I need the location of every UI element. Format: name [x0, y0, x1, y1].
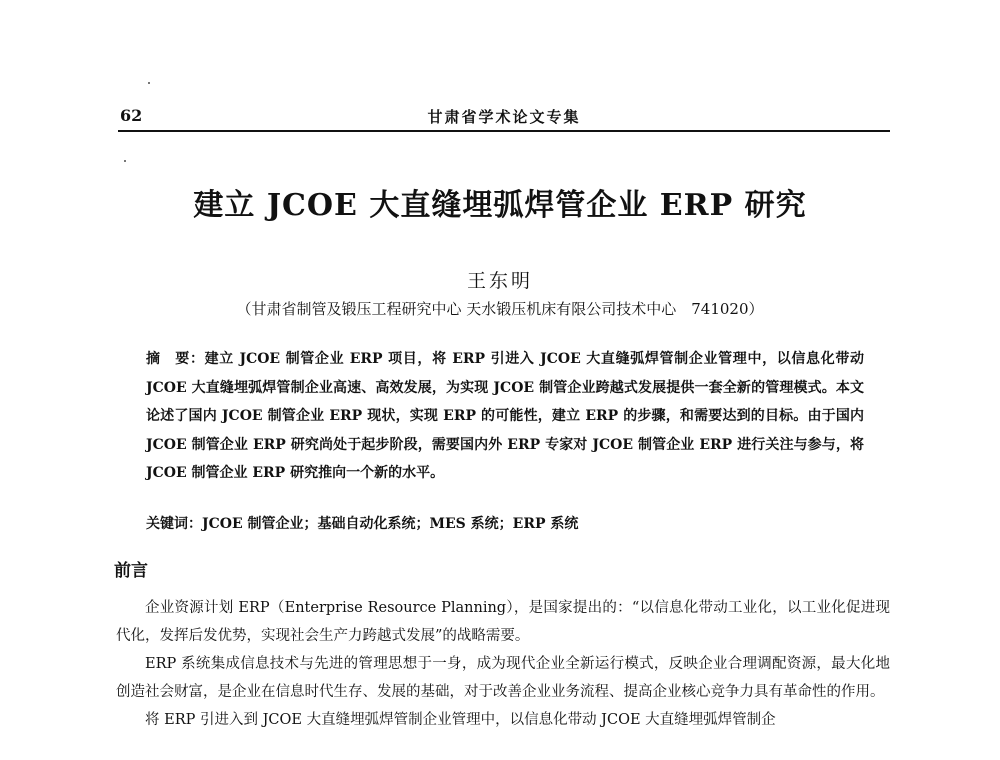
scan-dot [124, 160, 126, 162]
paragraph: 企业资源计划 ERP（Enterprise Resource Planning），是国家提出的：“以信息化带动工业化，以工业化促进现代化，发挥后发优势，实现社会生产力跨越式发展”的战略需要。 [116, 600, 890, 644]
page-number: 62 [120, 106, 143, 125]
abstract-text: 建立 JCOE 制管企业 ERP 项目，将 ERP 引进入 JCOE 大直缝弧焊管制企业管理中，以信息化带动 JCOE 大直缝埋弧焊管制企业高速、高效发展，为实现 JCOE 制管企业跨越式发展提供一套全新的管理模式。本文论述了国内 JCOE 制管企业 ERP 现状，实现 ERP 的可能性，建立 ERP 的步骤，和需要达到的目标。由于国内 JCOE 制管企业 ERP 研究尚处于起步阶段，需要国内外 ERP 专家对 JCOE 制管企业 ERP 进行关注与参与，将 JCOE 制管企业 ERP 研究推向一个新的水平。 [146, 351, 865, 481]
paragraph: 将 ERP 引进入到 JCOE 大直缝埋弧焊管制企业管理中，以信息化带动 JCOE 大直缝埋弧焊管制企 [145, 712, 776, 728]
keywords-text: JCOE 制管企业；基础自动化系统；MES 系统；ERP 系统 [202, 516, 579, 532]
paragraph: ERP 系统集成信息技术与先进的管理思想于一身，成为现代企业全新运行模式，反映企业合理调配资源，最大化地创造社会财富，是企业在信息时代生存、发展的基础，对于改善企业业务流程、提高企业核心竞争力具有革命性的作用。 [116, 656, 890, 700]
keywords-label: 关键词： [146, 516, 202, 532]
abstract [146, 345, 864, 488]
section-heading: 前言 [114, 561, 148, 581]
author-affiliation: （甘肃省制管及锻压工程研究中心 天水锻压机床有限公司技术中心 741020） [236, 300, 764, 318]
author-name: 王东明 [466, 270, 533, 292]
article-title: 建立 JCOE 大直缝埋弧焊管企业 ERP 研究 [193, 188, 807, 223]
scan-dot [148, 82, 150, 84]
running-header [118, 100, 890, 132]
abstract-label: 摘 要： [146, 351, 205, 367]
journal-title: 甘肃省学术论文专集 [427, 108, 581, 126]
body-text [116, 594, 890, 734]
keywords [146, 512, 864, 536]
